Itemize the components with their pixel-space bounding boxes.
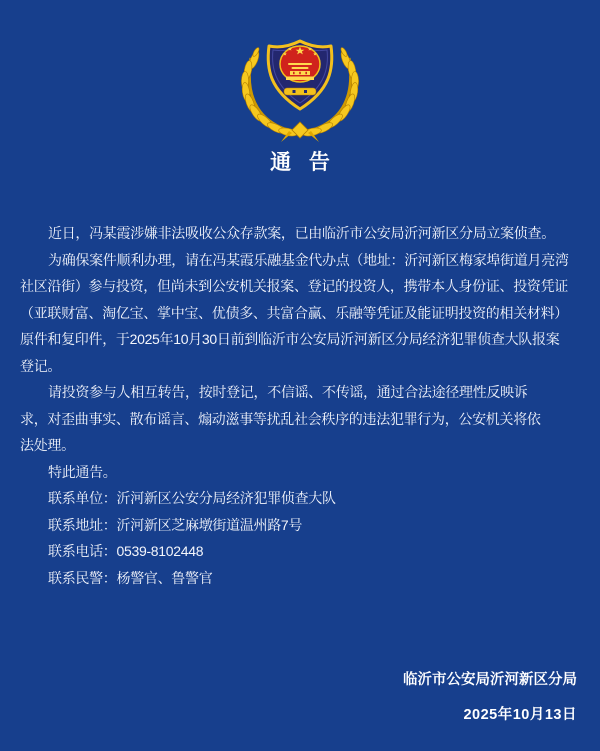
body-paragraph [20, 565, 580, 592]
body-line: 联系地址：沂河新区芝麻墩街道温州路7号 [48, 516, 303, 533]
body-line: 联系单位：沂河新区公安分局经济犯罪侦查大队 [48, 490, 336, 506]
police-badge-emblem [237, 38, 363, 144]
issuer-name: 临沂市公安局沂河新区分局 [403, 672, 577, 688]
body-paragraph [20, 220, 580, 247]
body-line: 请投资参与人相互转告，按时登记，不信谣、不传谣，通过合法途径理性反映诉 [48, 384, 528, 400]
body-paragraph [20, 379, 580, 459]
body-line: 社区沿街）参与投资，但尚未到公安机关报案、登记的投资人，携带本人身份证、投资凭证 [20, 278, 568, 294]
body-line: 原件和复印件，于2025年10月30日前到临沂市公安局沂河新区分局经济犯罪侦查大队报案 [20, 331, 560, 347]
body-line: 登记。 [20, 357, 62, 374]
body-line: （亚联财富、淘亿宝、掌中宝、优债多、共富合赢、乐融等凭证及能证明投资的相关材料） [20, 304, 568, 321]
police-badge-icon [237, 38, 363, 144]
body-line: 联系民警：杨警官、鲁警官 [48, 569, 213, 586]
body-line: 为确保案件顺利办理，请在冯某霞乐融基金代办点（地址：沂河新区梅家埠街道月亮湾 [48, 251, 569, 268]
notice-footer [0, 667, 577, 728]
notice-title: 通 告 [270, 151, 336, 174]
body-paragraph [20, 512, 580, 539]
body-paragraph [20, 247, 580, 380]
body-paragraph [20, 485, 580, 512]
body-paragraph [20, 459, 580, 486]
issue-date: 2025年10月13日 [463, 707, 577, 723]
body-line: 求，对歪曲事实、散布谣言、煽动滋事等扰乱社会秩序的违法犯罪行为，公安机关将依 [20, 410, 541, 427]
notice-body [20, 220, 580, 591]
body-line: 法处理。 [20, 437, 75, 453]
body-paragraph [20, 538, 580, 565]
body-line: 近日，冯某霞涉嫌非法吸收公众存款案，已由临沂市公安局沂河新区分局立案侦查。 [48, 225, 555, 241]
body-line: 特此通告。 [48, 463, 117, 480]
body-line: 联系电话：0539-8102448 [48, 543, 204, 559]
